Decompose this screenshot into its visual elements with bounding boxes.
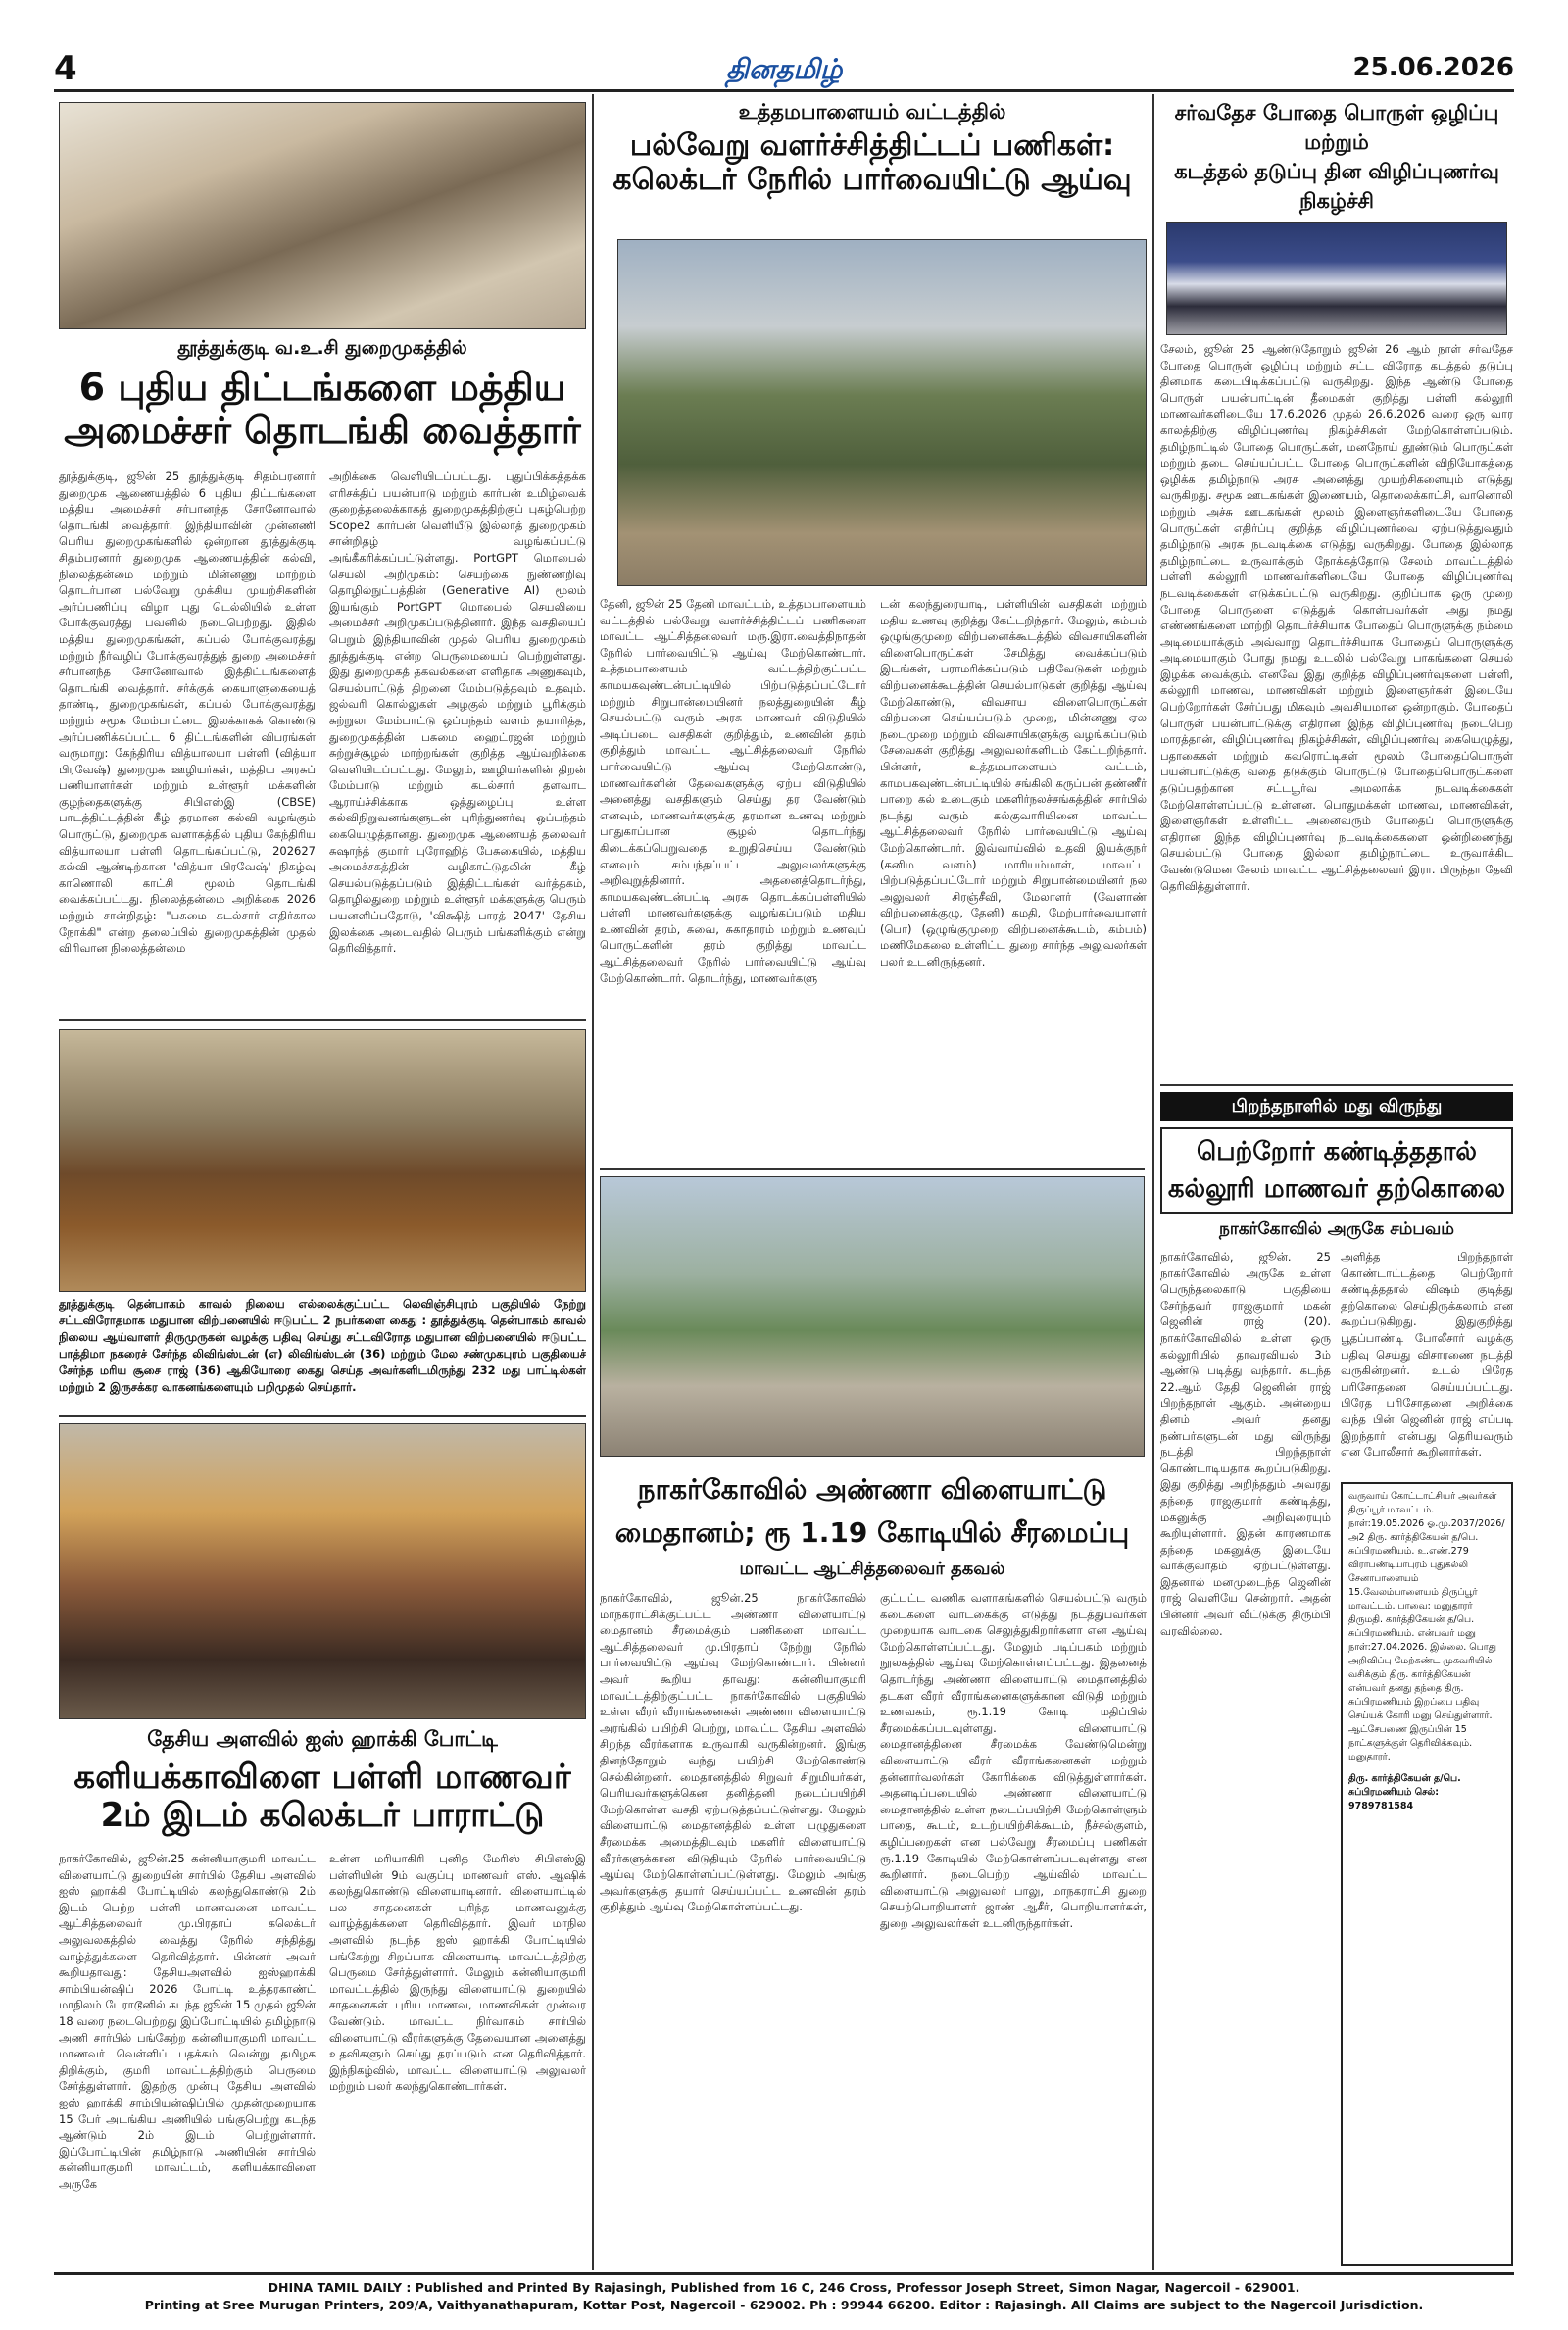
masthead: [54, 47, 1514, 92]
story5-subhead: மாவட்ட ஆட்சித்தலைவர் தகவல்: [739, 1559, 1005, 1579]
section-divider: [600, 1168, 1145, 1170]
ice-hockey-student-photo: [59, 1423, 586, 1719]
story3-kicker: தேசிய அளவில் ஐஸ் ஹாக்கி போட்டி: [147, 1727, 498, 1751]
story6-headline-line1: சர்வதேச போதை பொருள் ஒழிப்பு மற்றும்: [1174, 101, 1499, 154]
story4-headline: [600, 129, 1145, 197]
story5-headline-line2: மைதானம்; ரூ 1.19 கோடியில் சீரமைப்பு: [614, 1516, 1130, 1549]
story3-headline-line2: 2ம் இடம் கலெக்டர் பாராட்டு: [100, 1796, 545, 1836]
anna-stadium-photo: [600, 1176, 1145, 1457]
seized-liquor-photo: [59, 1029, 586, 1292]
column-divider: [1152, 94, 1154, 2270]
section-divider: [59, 1415, 586, 1417]
imprint-line2: Printing at Sree Murugan Printers, 209/A, Vaithyanathapuram, Kottar Post, Nagercoil - 629002. Ph : 99944 66200. Editor : Rajasingh. All Claims are subject to the Nagercoil Jurisdiction.: [144, 2298, 1424, 2312]
story6-headline: [1160, 98, 1513, 216]
section-divider: [1160, 1084, 1513, 1086]
story7-headline: [1160, 1127, 1513, 1214]
story5-headline: [600, 1468, 1145, 1555]
page-number: 4: [54, 49, 77, 88]
collector-inspection-photo: [617, 239, 1147, 586]
imprint-footer: [54, 2272, 1514, 2314]
story3-body-col1: நாகர்கோவில், ஜூன்.25 கன்னியாகுமரி மாவட்ட விளையாட்டு துறையின் சார்பில் தேசிய அளவில் ஐஸ் ஹாக்கி போட்டியில் கலந்துகொண்டு 2ம் இடம் பெற்ற பள்ளி மாணவனை மாவட்ட ஆட்சித்தலைவர் மு.பிரதாப் கலெக்டர் அலுவலகத்தில் வைத்து நேரில் சந்தித்து வாழ்த்துக்களை தெரிவித்தார். பின்னர் அவர் கூறியதாவது: தேசியஅளவில் ஐஸ்ஹாக்கி சாம்பியன்ஷிப் 2026 போட்டி உத்தரகாண்ட் மாநிலம் டேராடூனில் கடந்த ஜூன் 15 முதல் ஜூன் 18 வரை நடைபெற்றது இப்போட்டியில் தமிழ்நாடு அணி சார்பில் பங்கேற்ற கன்னியாகுமரி மாவட்ட மாணவர் வெள்ளிப் பதக்கம் வென்று தமிழக திறிக்கும், குமரி மாவட்டத்திற்கும் பெருமை சேர்த்துள்ளார். இதற்கு முன்பு தேசிய அளவில் ஐஸ் ஹாக்கி சாம்பியன்ஷிப்பில் முதன்முறையாக 15 பேர் அடங்கிய அணியில் பங்குபெற்று கடந்த ஆண்டும் 2ம் இடம் பெற்றுள்ளார். இப்போட்டியின் தமிழ்நாடு அணியின் சார்பில் கன்னியாகுமரி மாவட்டம், களியக்காவிளை அருகே: [59, 1852, 316, 2191]
story1-kicker: தூத்துக்குடி வ.உ.சி துறைமுகத்தில்: [177, 337, 467, 359]
story1-body-col1: தூத்துக்குடி, ஜூன் 25 தூத்துக்குடி சிதம்பரனார் துறைமுக ஆணையத்தில் 6 புதிய திட்டங்களை மத்திய அமைச்சர் சர்பானந்த சோனோவால் தொடங்கி வைத்தார். இந்தியாவின் முன்னணி பெரிய துறைமுகங்களில் ஒன்றான தூத்துக்குடி சிதம்பரனார் துறைமுக ஆணையத்தின் கல்வி, நிலைத்தன்மை மற்றும் மின்னணு மாற்றம் தொடர்பான பல்வேறு முக்கிய முயற்சிகளின் அர்ப்பணிப்பு விழா புது டெல்லியில் உள்ள போக்குவரத்து பவனில் நடைபெற்றது. இதில் மத்திய துறைமுகங்கள், கப்பல் போக்குவரத்து மற்றும் நீர்வழிப் போக்குவரத்துத் துறை அமைச்சர் சர்பானந்த சோனோவால் இத்திட்டங்களைத் தொடங்கி வைத்தார். சர்க்குக் கையாளுகையைத் தாண்டி, துறைமுகங்கள், கப்பல் போக்குவரத்து மற்றும் சமூக மேம்பாட்டை இலக்காகக் கொண்டு அர்ப்பணிக்கப்பட்ட 6 திட்டங்களின் விபரங்கள் வருமாறு: கேந்திரிய வித்யாலயா பள்ளி (வித்யா பிரவேஷ்) துறைமுக ஊழியர்கள், மத்திய அரசுப் பணியாளர்கள் மற்றும் உள்ளூர் மக்களின் குழந்தைகளுக்கு சிபிஎஸ்இ (CBSE) பாடத்திட்டத்தின் கீழ் தரமான கல்வி வழங்கும் பொருட்டு, துறைமுக வளாகத்தில் புதிய கேந்திரிய வித்யாலயா பள்ளி தொடங்கப்பட்டு, 202627 கல்வி ஆண்டிற்கான 'வித்யா பிரவேஷ்' நிகழ்வு காணொலி காட்சி மூலம் தொடங்கி வைக்கப்பட்டது. நிலைத்தன்மை அறிக்கை 2026 மற்றும் சான்றிதழ்: "பசுமை கடல்சார் எதிர்கால நோக்கி" என்ற தலைப்பில் துறைமுகத்தின் முதல் விரிவான நிலைத்தன்மை: [59, 470, 316, 956]
story1-headline: [59, 367, 586, 452]
story5-body-col1: நாகர்கோவில், ஜூன்.25 நாகர்கோவில் மாநகராட்சிக்குட்பட்ட அண்ணா விளையாட்டு மைதானம் சீரமைக்கும் பணிகளை மாவட்ட ஆட்சித்தலைவர் மு.பிரதாப் நேற்று நேரில் பார்வையிட்டு ஆய்வு மேற்கொண்டார். பின்னர் அவர் கூறிய தாவது: கன்னியாகுமரி மாவட்டத்திற்குட்பட்ட நாகர்கோவில் பகுதியில் உள்ள வீரர் வீராங்கனைகள் அண்ணா விளையாட்டு அரங்கில் பயிற்சி பெற்று, மாவட்ட தேசிய அளவில் சிறந்த வீரர்களாக உருவாகி வருகின்றனர். இங்கு தினந்தோறும் வந்து பயிற்சி மேற்கொண்டு செல்கின்றனர். மைதானத்தில் சிறுவர் சிறுமியர்கள், பெரியவர்களுக்கென தனித்தனி நடைப்பயிற்சி மேற்கொள்ள வசதி ஏற்படுத்தப்பட்டுள்ளது. மேலும் விளையாட்டு மைதானத்தில் உள்ள பழுதுகளை சீரமைக்க அமைத்திடவும் மகளிர் விளையாட்டு வீரர்களுக்கான விடுதியும் நேரில் பார்வையிட்டு ஆய்வு மேற்கொள்ளப்பட்டுள்ளது. மேலும் அங்கு அவர்களுக்கு தயார் செய்யப்பட்ட உணவின் தரம் குறித்தும் ஆய்வு மேற்கொள்ளப்பட்டது.: [600, 1591, 866, 1914]
story4-body-col2: டன் கலந்துரையாடி, பள்ளியின் வசதிகள் மற்றும் மதிய உணவு குறித்து கேட்டறிந்தார். மேலும், கம்பம் ஒழுங்குமுறை விற்பனைக்கூடத்தில் விவசாயிகளின் விளைபொருட்கள் சேமித்து வைக்கப்படும் இடங்கள், பராமரிக்கப்படும் பதிவேடுகள் மற்றும் விற்பனைக்கூடத்தின் செயல்பாடுகள் குறித்து ஆய்வு மேற்கொண்டு, விவசாய விளைபொருட்கள் விற்பனை செய்யப்படும் முறை, மின்னணு ஏல நடைமுறை மற்றும் விவசாயிகளுக்கு வழங்கப்படும் சேவைகள் குறித்து அலுவலர்களிடம் கேட்டறிந்தார். பின்னர், உத்தமபாளையம் வட்டம், காமயகவுண்டன்பட்டியில் சங்கிலி கருப்பன் தண்ணீர் பாறை கல் உடைகும் மகளிர்நலச்சங்கத்தின் சார்பில் நடந்து வரும் கல்குவாரியினை மாவட்ட ஆட்சித்தலைவர் நேரில் பார்வையிட்டு ஆய்வு மேற்கொண்டார். இவ்வாய்வில் உதவி இயக்குநர் (கனிம வளம்) மாரியம்மாள், மாவட்ட பிற்படுத்தப்பட்டோர் மற்றும் சிறுபான்மையினர் நல அலுவலர் சிரஞ்சீவி, மேலாளர் (வேளாண் விற்பனைக்குழு, தேனி) கமதி, மேற்பார்வையாளர் (பொ) (ஒழுங்குமுறை விற்பனைக்கூடம், கம்பம்) மணிமேகலை உள்ளிட்ட துறை சார்ந்த அலுவலர்கள் பலர் உடனிருந்தனர்.: [880, 597, 1147, 969]
legal-notice: [1341, 1482, 1513, 2266]
story3-headline-line1: களியக்காவிளை பள்ளி மாணவர்: [74, 1758, 571, 1797]
story4-body-col1: தேனி, ஜூன் 25 தேனி மாவட்டம், உத்தமபாளையம் வட்டத்தில் பல்வேறு வளர்ச்சித்திட்டப் பணிகளை மாவட்ட ஆட்சித்தலைவர் மரு.இரா.வைத்திநாதன் நேரில் பார்வையிட்டு ஆய்வு மேற்கொண்டார். உத்தமபாளையம் வட்டத்திற்குட்பட்ட காமயகவுண்டன்பட்டியில் பிற்படுத்தப்பட்டோர் மற்றும் சிறுபான்மையினர் நலத்துறையின் கீழ் செயல்பட்டு வரும் அரசு மாணவர் விடுதியில் அடிப்படை வசதிகள் குறித்தும், உணவின் தரம் குறித்தும் மாவட்ட ஆட்சித்தலைவர் நேரில் பார்வையிட்டு ஆய்வு மேற்கொண்டு, மாணவர்களின் தேவைகளுக்கு ஏற்ப விடுதியில் அனைத்து வசதிகளும் செய்து தர வேண்டும் எனவும், மாணவர்களுக்கு தரமான உணவு மற்றும் பாதுகாப்பான சூழல் தொடர்ந்து கிடைக்கப்பெறுவதை உறுதிசெய்ய வேண்டும் எனவும் சம்பந்தப்பட்ட அலுவலர்களுக்கு அறிவுறுத்தினார். அதனைத்தொடர்ந்து, காமயகவுண்டன்பட்டி அரசு தொடக்கப்பள்ளியில் பள்ளி மாணவர்களுக்கு வழங்கப்படும் மதிய உணவின் தரம், சுவை, சுகாதாரம் மற்றும் உணவுப் பொருட்களின் தரம் குறித்து மாவட்ட ஆட்சித்தலைவர் நேரில் பார்வையிட்டு ஆய்வு மேற்கொண்டார். தொடர்ந்து, மாணவர்களு: [600, 597, 866, 985]
newspaper-logo: தினதமிழ்: [726, 53, 843, 85]
story7-kicker: பிறந்தநாளில் மது விருந்து: [1160, 1092, 1513, 1121]
story3-body-col2: உள்ள மரியாகிரி புனித மேரிஸ் சிபிஎஸ்இ பள்ளியின் 9ம் வகுப்பு மாணவர் எஸ். ஆஷிக் கலந்துகொண்டு விளையாடினார். விளையாட்டில் பல சாதனைகள் புரிந்த மாணவனுக்கு வாழ்த்துக்களை தெரிவித்தார். இவர் மாநில அளவில் நடந்த ஐஸ் ஹாக்கி போட்டியில் பங்கேற்று சிறப்பாக விளையாடி மாவட்டத்திற்கு பெருமை சேர்த்துள்ளார். மேலும் கன்னியாகுமரி மாவட்டத்தில் இருந்து விளையாட்டு துறையில் சாதனைகள் புரிய மாணவ, மாணவிகள் முன்வர வேண்டும். மாவட்ட நிர்வாகம் சார்பில் விளையாட்டு வீரர்களுக்கு தேவையான அனைத்து உதவிகளும் செய்து தரப்படும் என தெரிவித்தார். இந்நிகழ்வில், மாவட்ட விளையாட்டு அலுவலர் மற்றும் பலர் கலந்துகொண்டார்கள்.: [329, 1852, 586, 2094]
story6-body: சேலம், ஜூன் 25 ஆண்டுதோறும் ஜூன் 26 ஆம் நாள் சர்வதேச போதை பொருள் ஒழிப்பு மற்றும் சட்ட விரோத கடத்தல் தடுப்பு தினமாக கடைபிடிக்கப்பட்டு வருகிறது. இந்த ஆண்டு போதை பொருள் பயன்பாட்டின் தீமைகள் குறித்து பள்ளி கல்லூரி மாணவர்களிடையே 17.6.2026 முதல் 26.6.2026 வரை ஒரு வார காலத்திற்கு விழிப்புணர்வு நிகழ்ச்சிகள் மேற்கொள்ளப்படும். தமிழ்நாட்டில் போதை பொருட்கள், மனநோய் தூண்டும் பொருட்கள் மற்றும் தடை செய்யப்பட்ட போதை பொருட்களின் விநியோகத்தை ஒழிக்க தமிழ்நாடு அரசு அனைத்து முயற்சிகளையும் எடுத்து வருகிறது. சமூக ஊடகங்கள் இணையம், தொலைக்காட்சி, வானொலி மற்றும் அச்சு ஊடகங்கள் மூலம் இளைஞர்களிடையே போதை பொருட்கள் எதிர்ப்பு குறித்த விழிப்புணர்வை ஏற்படுத்துவதும் தமிழ்நாடு அரசு நடவடிக்கை எடுத்து வருகிறது. போதை இல்லாத தமிழ்நாட்டை உருவாக்கும் நோக்கத்தோடு சேலம் மாவட்டத்தில் பள்ளி கல்லூரி மாணவர்களிடையே போதை விழிப்புணர்வு நடவடிக்கைகள் எடுக்கப்பட்டு வருகிறது. குறிப்பாக ஒரு முறை போதை பொருளை எடுத்துக் கொள்பவர்கள் அது நமது எண்ணங்களை மாற்றி தொடர்ச்சியாக போதைப் பொருளுக்கு நம்மை அடிமையாக்கும் அவ்வாறு தொடர்ச்சியாக போதைப் பொருளுக்கு அடிமையாகும் போது நமது உடலில் பல்வேறு பாகங்களை செயல் இழக்க வைக்கும். எனவே இது குறித்த விழிப்புணர்வுகளை பள்ளி, கல்லூரி மாணவ, மாணவிகள் மற்றும் இளைஞர்கள் இடையே பெற்றோர்கள் சேர்ப்பது மிகவும் அவசியமான ஒன்றாகும். போதைப் பொருள் பயன்பாட்டுக்கு எதிரான இந்த விழிப்புணர்வு நடைபெற மாரத்தான், விழிப்புணர்வு நிகழ்ச்சிகள், விழிப்புணர்வு கையெழுத்து, பதாகைகள் மற்றும் கவரொட்டிகள் மூலம் போதைப்பொருள் பயன்பாட்டுக்கு வதை தடுக்கும் பொருட்டு போதைப்பொருட்களை தடுப்பதற்கான சட்டபூர்வ அமலாக்க நடவடிக்கைகள் மேற்கொள்ளப்பட்டு உள்ளன. பொதுமக்கள் மாணவ, மாணவிகள், இளைஞர்கள் உள்ளிட்ட அனைவரும் போதைப் பொருளுக்கு எதிரான இந்த விழிப்புணர்வு நடவடிக்கைகளை ஒன்றிணைந்து செயல்பட்டு போதை இல்லா தமிழ்நாட்டை உருவாக்கிட வேண்டுமென சேலம் மாவட்ட ஆட்சித்தலைவர் இரா. பிருந்தா தேவி தெரிவித்துள்ளார்.: [1160, 342, 1513, 893]
story4-headline-line2: கலெக்டர் நேரில் பார்வையிட்டு ஆய்வு: [612, 162, 1132, 197]
story4-kicker: உத்தமபாளையம் வட்டத்தில்: [738, 100, 1006, 124]
story5-body-col2: குட்பட்ட வணிக வளாகங்களில் செயல்பட்டு வரும் கடைகளை வாடகைக்கு எடுத்து நடத்துபவர்கள் முறையாக வாடகை செலுத்துகிறார்களா என ஆய்வு மேற்கொள்ளப்பட்டது. மேலும் படிப்பகம் மற்றும் நூலகத்தில் ஆய்வு மேற்கொள்ளப்பட்டது. இதனைத் தொடர்ந்து அண்ணா விளையாட்டு மைதானத்தில் தடகள வீரர் வீராங்கனைகளுக்கான விடுதி மற்றும் உணவகம், ரூ.1.19 கோடி மதிப்பில் சீரமைக்கப்படவுள்ளது. விளையாட்டு மைதானத்தினை சீரமைக்க வேண்டுமென்று விளையாட்டு வீரர் வீராங்கனைகள் மற்றும் தன்னார்வலர்கள் கோரிக்கை விடுத்துள்ளார்கள். அதனடிப்படையில் அண்ணா விளையாட்டு மைதானத்தில் உள்ள நடைப்பயிற்சி மேற்கொள்ளும் பாதை, கூடம், உடற்பயிற்சிக்கூடம், நீச்சல்குளம், கழிப்பறைகள் என பல்வேறு சீரமைப்பு பணிகள் ரூ.1.19 கோடியில் மேற்கொள்ளப்படவுள்ளது என கூறினார். நடைபெற்ற ஆய்வில் மாவட்ட விளையாட்டு அலுவலர் பாலு, மாநகராட்சி துறை செயற்பொறியாளர் ஜாண் ஆசீர், பொறியாளர்கள், துறை அலுவலர்கள் உடனிருந்தார்கள்.: [880, 1591, 1147, 1930]
issue-date: 25.06.2026: [1352, 53, 1514, 82]
story5-headline-line1: நாகர்கோவில் அண்ணா விளையாட்டு: [637, 1473, 1107, 1506]
drug-awareness-event-photo: [1166, 222, 1507, 335]
legal-notice-text: வருவாய் கோட்டாட்சியர் அவர்கள் திருப்பூர் மாவட்டம். நாள்:19.05.2026 ஓ.மு.2037/2026/அ2 திரு. கார்த்திகேயன் த/பெ. சுப்பிரமணியம். உ.எண்.279 விராபண்டியாபுரம் புதுகல்லி சேனாபாளையம் 15.வேலம்பாளையம் திருப்பூர் மாவட்டம். பாவை: மனுதாரர் திருமதி. கார்த்திகேயன் த/பெ. சுப்பிரமணியம். என்பவர் மனு நாள்:27.04.2026. இல்லை. பொது அறிவிப்பு மேற்கண்ட முகவரியில் வசிக்கும் திரு. கார்த்திகேயன் என்பவர் தனது தந்தை திரு. சுப்பிரமணியம் இறப்பை பதிவு செய்யக் கோரி மனு செய்துள்ளார். ஆட்சேபணை இருப்பின் 15 நாட்களுக்குள் தெரிவிக்கவும். மனுதாரர்.: [1348, 1491, 1505, 1762]
imprint-line1: DHINA TAMIL DAILY : Published and Printed By Rajasingh, Published from 16 C, 246 Cross, Professor Joseph Street, Simon Nagar, Nagercoil - 629001.: [268, 2280, 1300, 2295]
story1-body-col2: அறிக்கை வெளியிடப்பட்டது. புதுப்பிக்கத்தக்க எரிசக்திப் பயன்பாடு மற்றும் கார்பன் உமிழ்வைக் குறைத்தலைக்காகத் துறைமுகத்திற்குப் புகழ்பெற்ற Scope2 கார்பன் வெளியீடு இல்லாத் துறைமுகம் சான்றிதழ் வழங்கப்பட்டு அங்கீகரிக்கப்பட்டுள்ளது. PortGPT மொபைல் செயலி அறிமுகம்: செயற்கை நுண்ணறிவு தொழில்நுட்பத்தின் (Generative AI) மூலம் இயங்கும் PortGPT மொபைல் செயலியை அமைச்சர் அறிமுகப்படுத்தினார். இந்த வசதியைப் பெறும் இந்தியாவின் முதல் பெரிய துறைமுகம் தூத்துக்குடி என்ற பெருமையைப் பெற்றுள்ளது. இது துறைமுகத் தகவல்களை எளிதாக அணுகவும், செயல்பாட்டுத் திறனை மேம்படுத்தவும் உதவும். ஜல்வரி கொல்லுகள் அழகுல் மற்றும் பூரிக்கும் சுற்றுலா மேம்பாட்டு ஒப்பந்தம் வளம் தயாரித்த, துறைமுகத்தின் பசுமை ஹைட்ரஜன் மற்றும் சுற்றுச்சூழல் மாற்றங்கள் குறித்த ஆய்வறிக்கை வெளியிடப்பட்டது. மேலும், ஊழியர்களின் திறன் மேம்பாடு மற்றும் கடல்சார் தளவாட ஆராய்ச்சிக்காக ஒத்துழைப்பு உள்ள கல்விநிறுவனங்களுடன் புரிந்துணர்வு ஒப்பந்தம் கையெழுத்தானது. துறைமுக ஆணையத் தலைவர் சுஷாந்த் குமார் புரோஹித் பேசுகையில், மத்திய அமைச்சகத்தின் வழிகாட்டுதலின் கீழ் செயல்படுத்தப்படும் இத்திட்டங்கள் வர்த்தகம், தொழில்துறை மற்றும் உள்ளூர் மக்களுக்கு பெரும் பயனளிப்பதோடு, 'விக்ஷித் பாரத் 2047' தேசிய இலக்கை அடைவதில் பெரும் பங்களிக்கும் என்று தெரிவித்தார்.: [329, 470, 586, 956]
story6-headline-line2: கடத்தல் தடுப்பு தின விழிப்புணர்வு நிகழ்ச்சி: [1174, 160, 1499, 213]
story2-caption: தூத்துக்குடி தென்பாகம் காவல் நிலைய எல்லைக்குட்பட்ட லெவிஞ்சிபுரம் பகுதியில் நேற்று சட்டவிரோதமாக மதுபான விற்பனையில் ஈடுபட்ட 2 நபர்களை கைது : தூத்துக்குடி தென்பாகம் காவல் நிலைய ஆய்வாளர் திருமுருகன் வழக்கு பதிவு செய்து சட்டவிரோத மதுபான விற்பனையில் ஈடுபட்ட பாத்திமா நகரைச் சேர்ந்த லிவிங்ஸ்டன் (எ) லிவிங்ஸ்டன் (36) மற்றும் மேல சண்முகபுரம் பகுதியைச் சேர்ந்த மரிய சூசை ராஜ் (36) ஆகியோரை கைது செய்த அவர்களிடமிருந்து 232 மது பாட்டில்கள் மற்றும் 2 இருசக்கர வாகனங்களையும் பறிமுதல் செய்தார்.: [59, 1297, 586, 1394]
story7-body-col1: நாகர்கோவில், ஜூன். 25 நாகர்கோவில் அருகே உள்ள பெருந்தலைகாடு பகுதியை சேர்ந்தவர் ராஜகுமார் மகன் ஜெனின் ராஜ் (20). நாகர்கோவிலில் உள்ள ஒரு கல்லூரியில் தாவரவியல் 3ம் ஆண்டு படித்து வந்தார். கடந்த 22.ஆம் தேதி ஜெனின் ராஜ் பிறந்தநாள் ஆகும். அன்றைய தினம் அவர் தனது நண்பர்களுடன் மது விருந்து நடத்தி பிறந்தநாள் கொண்டாடியதாக கூறப்படுகிறது. இது குறித்து அறிந்ததும் அவரது தந்தை ராஜகுமார் கண்டித்து, மகனுக்கு அறிவுரையும் கூறியுள்ளார். இதன் காரணமாக தந்தை மகனுக்கு இடையே வாக்குவாதம் ஏற்பட்டுள்ளது. இதனால் மனமுடைந்த ஜெனின் ராஜ் வெளியே சென்றார். அதன் பின்னர் அவர் வீட்டுக்கு திரும்பி வரவில்லை.: [1160, 1250, 1331, 1638]
legal-notice-signature: திரு. கார்த்திகேயன் த/பெ. சுப்பிரமணியம் செல்: 9789781584: [1348, 1773, 1461, 1811]
story7-body-col2: அளித்த பிறந்தநாள் கொண்டாட்டத்தை பெற்றோர் கண்டித்ததால் விஷம் குடித்து தற்கொலை செய்திருக்கலாம் என கூறப்படுகிறது. இதுகுறித்து பூதப்பாண்டி போலீசார் வழக்கு பதிவு செய்து விசாரணை நடத்தி வருகின்றனர். உடல் பிரேத பரிசோதனை செய்யப்பட்டது. பிரேத பரிசோதனை அறிக்கை வந்த பின் ஜெனின் ராஜ் எப்படி இறந்தார் என்பது தெரியவரும் என போலீசார் கூறினார்கள்.: [1341, 1250, 1513, 1460]
story1-headline-line2: அமைச்சர் தொடங்கி வைத்தார்: [64, 408, 581, 452]
story4-headline-line1: பல்வேறு வளர்ச்சித்திட்டப் பணிகள்:: [629, 128, 1115, 163]
minister-event-photo: [59, 102, 586, 329]
section-divider: [59, 1019, 586, 1021]
story3-headline: [59, 1759, 586, 1835]
story1-headline-line1: 6 புதிய திட்டங்களை மத்திய: [78, 366, 566, 409]
column-divider: [592, 94, 594, 2270]
story7-subhead: நாகர்கோவில் அருகே சம்பவம்: [1219, 1219, 1454, 1239]
story7-headline-line2: கல்லூரி மாணவர் தற்கொலை: [1167, 1174, 1506, 1204]
story7-headline-line1: பெற்றோர் கண்டித்ததால்: [1196, 1137, 1478, 1166]
